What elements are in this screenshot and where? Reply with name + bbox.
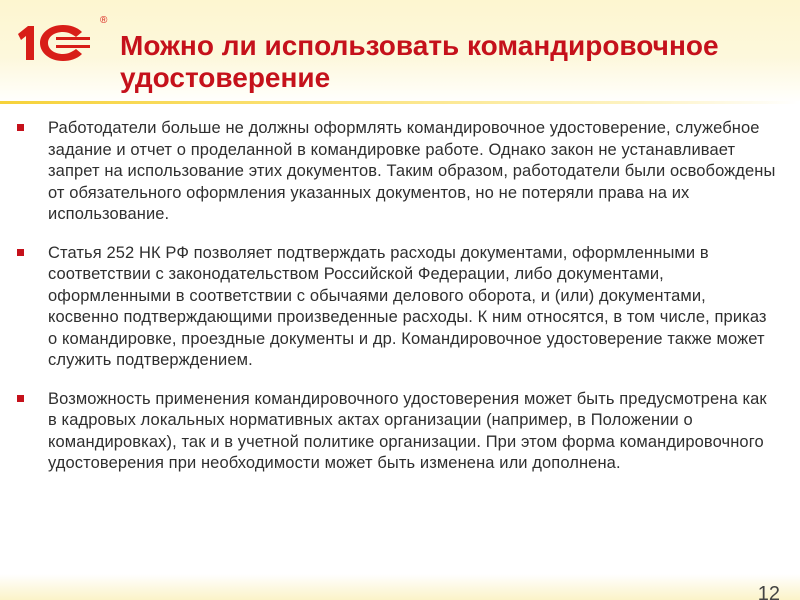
registered-mark: ®	[100, 15, 108, 26]
bullet-item	[48, 389, 778, 475]
bullet-text: Статья 252 НК РФ позволяет подтверждать расходы документами, оформленными в соответствии с законодательством Российской Федерации, либо документами, оформленными в соответствии с обычаями делового оборота, и (или) документами, косвенно подтверждающими произведенные расходы. К ним относятся, в том числе, приказ о командировке, проездные документы и др. Командировочное удостоверение также может служить подтверждением.	[48, 243, 767, 369]
1c-logo-icon	[12, 20, 92, 66]
header-divider	[0, 101, 800, 104]
slide-title: Можно ли использовать командировочное удостоверение	[120, 30, 719, 93]
square-bullet-icon	[17, 395, 24, 402]
page-number: 12	[757, 583, 780, 600]
bullet-item	[48, 118, 778, 226]
bullet-text: Работодатели больше не должны оформлять командировочное удостоверение, служебное задание и отчет о проделанной в командировке работе. Однако закон не устанавливает запрет на использование этих документов. Таким образом, работодатели были освобождены от обязательного оформления указанных документов, но не потеряли права на их использование.	[48, 119, 776, 223]
bullet-item	[48, 243, 778, 372]
bullet-text: Возможность применения командировочного удостоверения может быть предусмотрена как в кадровых локальных нормативных актах организации (например, в Положении о командировках), так и в учетной политике организации. При этом форма командировочного удостоверения при необходимости может быть изменена или дополнена.	[48, 389, 767, 472]
square-bullet-icon	[17, 124, 24, 131]
footer-band	[0, 574, 800, 600]
bullet-list	[48, 118, 778, 492]
square-bullet-icon	[17, 249, 24, 256]
